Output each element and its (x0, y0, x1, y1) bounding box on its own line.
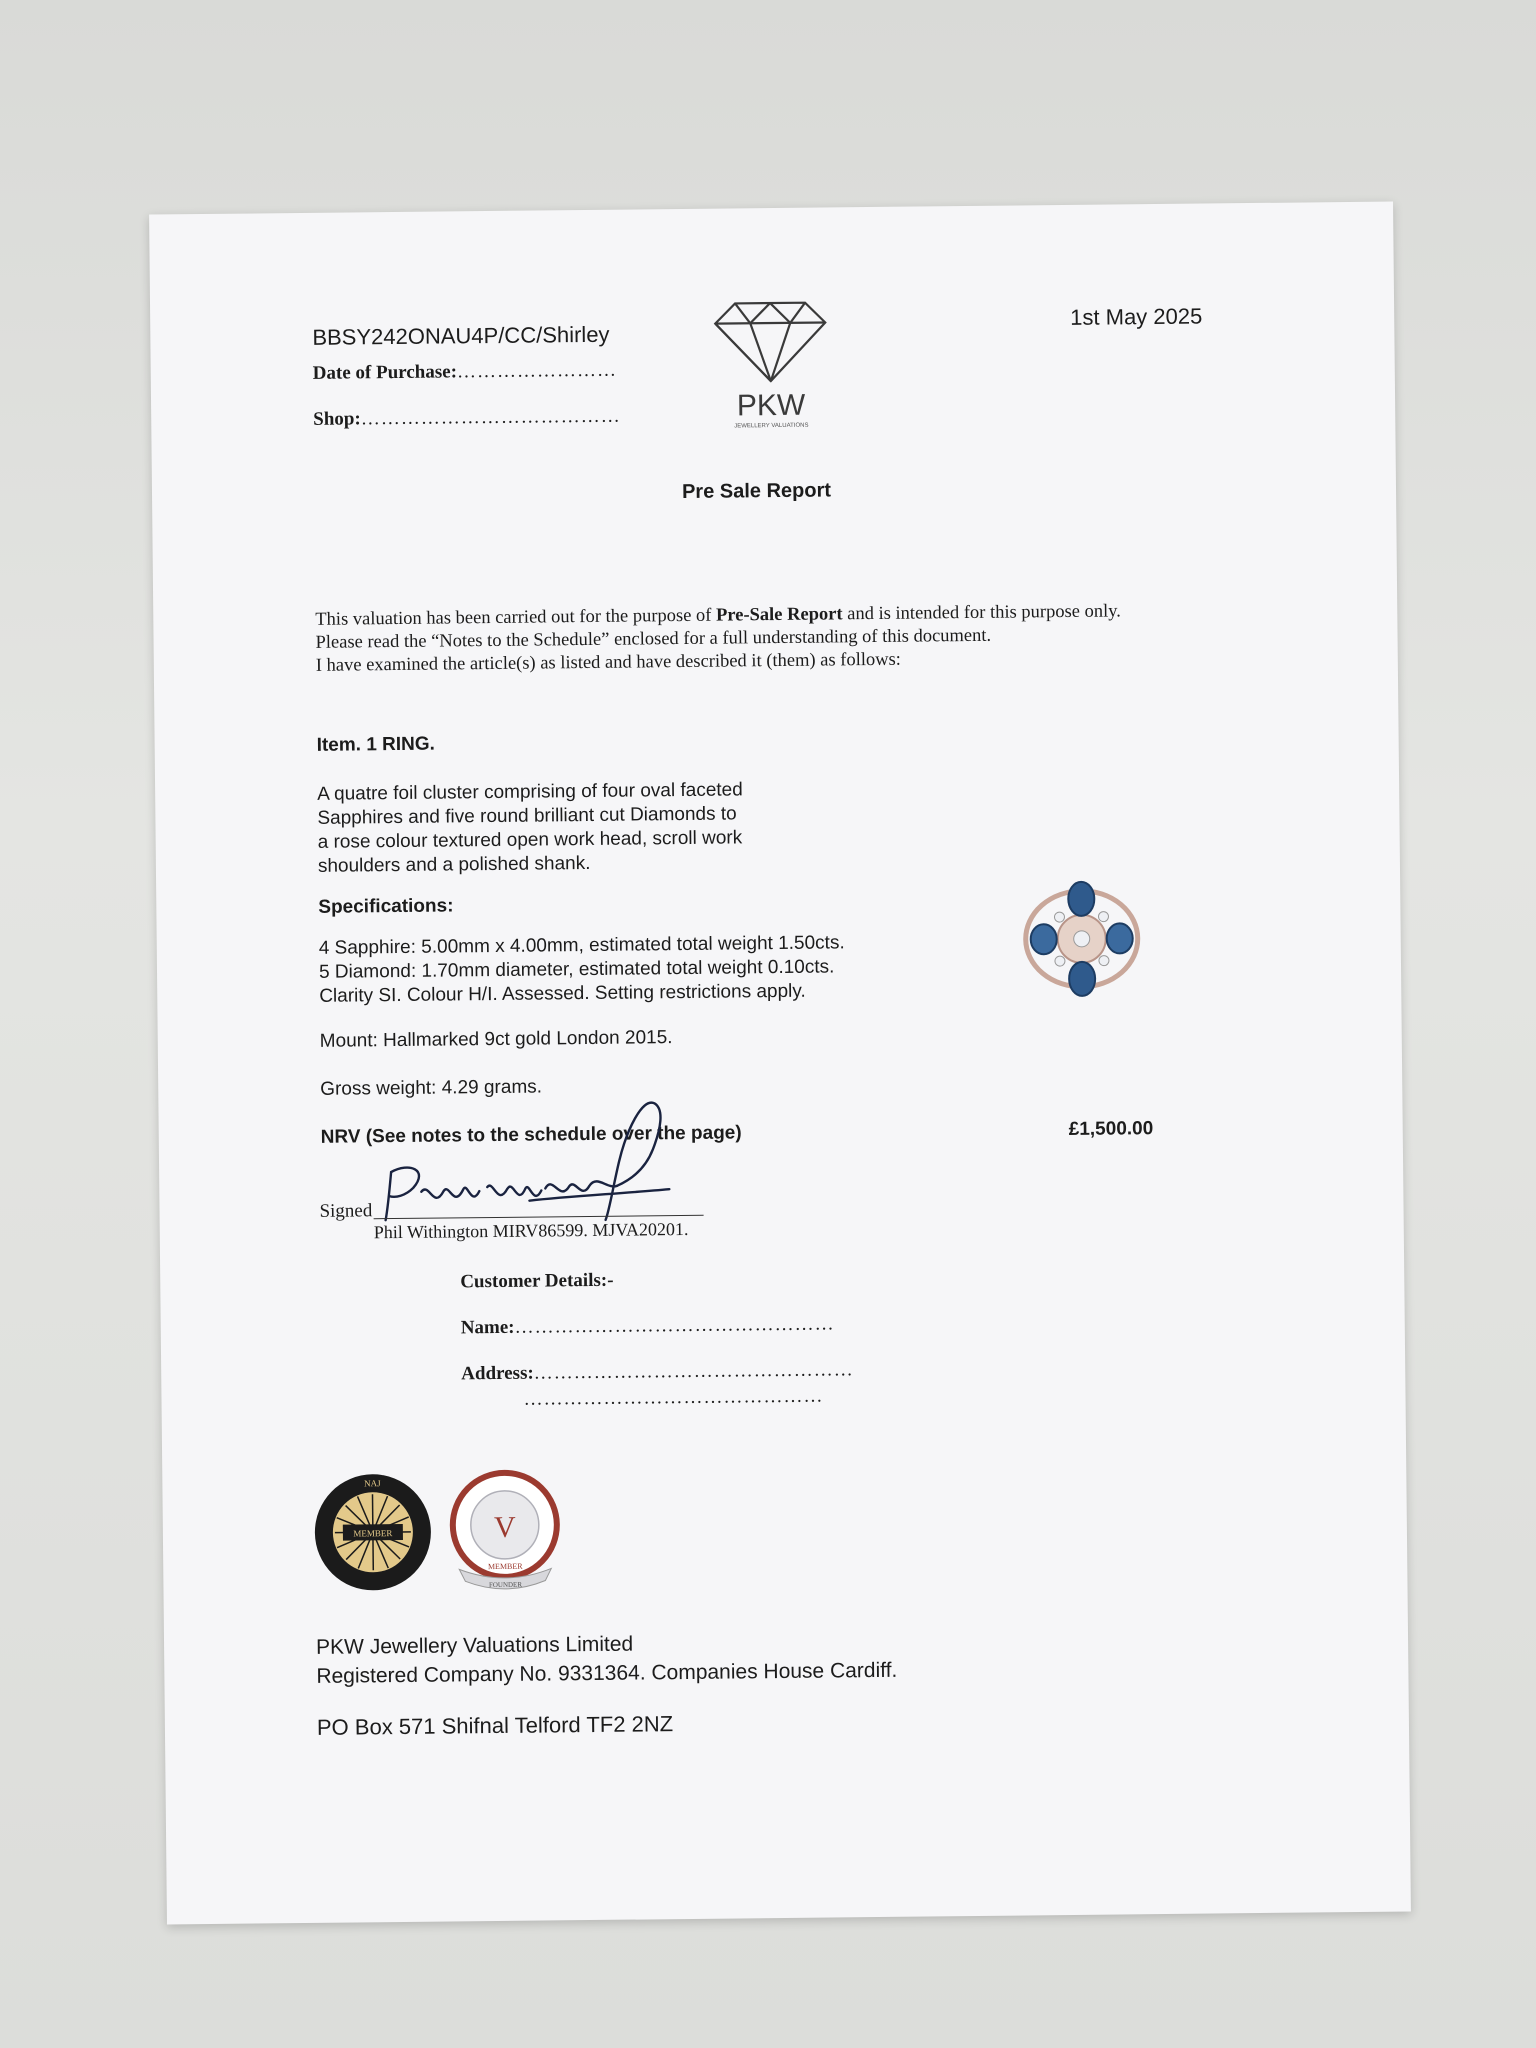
jva-seal-icon (444, 1468, 565, 1599)
description-line: shoulders and a polished shank. (317, 852, 591, 877)
naj-center-text: MEMBER (353, 1528, 393, 1539)
description-line: Sapphires and five round brilliant cut Diamonds to (317, 803, 737, 829)
description-line: A quatre foil cluster comprising of four oval faceted (317, 779, 743, 805)
description-line: a rose colour textured open work head, scroll work (317, 827, 743, 853)
shop-field (313, 406, 621, 431)
intro-paragraph (315, 599, 1276, 678)
ring-image (1001, 864, 1162, 1006)
intro-line2: Please read the “Notes to the Schedule” enclosed for a full understanding of this document. (315, 625, 992, 653)
ring-photo (1001, 864, 1162, 1006)
address-dots-line2: ……………………………………… (523, 1385, 824, 1410)
date-of-purchase-dots: …………………… (456, 359, 618, 383)
name-dots: ………………………………………… (514, 1313, 835, 1338)
logo-text: PKW (736, 388, 806, 423)
date-of-purchase (313, 360, 617, 385)
customer-name-field (461, 1313, 835, 1339)
intro-line1-bold: Pre-Sale Report (715, 604, 843, 626)
nrv-value: £1,500.00 (1068, 1118, 1154, 1140)
naj-top-text: NAJ (364, 1478, 381, 1489)
report-date: 1st May 2025 (1070, 303, 1203, 330)
logo-subtext: JEWELLERY VALUATIONS (734, 422, 809, 430)
address-dots: ………………………………………… (533, 1359, 854, 1384)
specification-line: Clarity SI. Colour H/I. Assessed. Setting restrictions apply. (319, 980, 806, 1007)
jva-founder-text: FOUNDER (488, 1580, 523, 1590)
report-title: Pre Sale Report (681, 479, 832, 503)
signed-label: Signed (319, 1200, 373, 1222)
company-registration: Registered Company No. 9331364. Companies House Cardiff. (316, 1658, 898, 1688)
signer-name: Phil Withington MIRV86599. MJVA20201. (373, 1218, 689, 1243)
shop-label: Shop: (313, 408, 361, 430)
specifications-title: Specifications: (318, 895, 454, 918)
gross-weight: Gross weight: 4.29 grams. (320, 1076, 543, 1100)
company-name: PKW Jewellery Valuations Limited (315, 1632, 634, 1659)
shop-dots: ………………………………… (360, 405, 621, 430)
mount-details: Mount: Hallmarked 9ct gold London 2015. (319, 1027, 673, 1052)
specification-line: 5 Diamond: 1.70mm diameter, estimated total weight 0.10cts. (318, 956, 835, 983)
name-label: Name: (460, 1316, 515, 1339)
customer-details-title: Customer Details:- (460, 1269, 614, 1293)
customer-address-field (461, 1359, 854, 1385)
naj-seal-icon (312, 1472, 433, 1593)
jva-member-text: MEMBER (487, 1561, 523, 1572)
item-description (317, 778, 798, 879)
reference-number: BBSY242ONAU4P/CC/Shirley (312, 321, 610, 350)
address-label: Address: (461, 1362, 534, 1385)
date-of-purchase-label: Date of Purchase: (312, 361, 458, 384)
company-address: PO Box 571 Shifnal Telford TF2 2NZ (316, 1711, 674, 1740)
item-title: Item. 1 RING. (316, 733, 436, 756)
intro-line1-post: and is intended for this purpose only. (842, 601, 1121, 625)
intro-line3: I have examined the article(s) as listed and have described it (them) as follows: (315, 649, 901, 676)
pkw-logo (705, 292, 836, 433)
specification-line: 4 Sapphire: 5.00mm x 4.00mm, estimated total weight 1.50cts. (318, 932, 845, 959)
diamond-icon (705, 292, 836, 433)
jva-center-text: V (493, 1510, 516, 1545)
company-details (316, 1627, 898, 1691)
intro-line1-pre: This valuation has been carried out for the purpose of (315, 605, 717, 630)
naj-member-badge (312, 1472, 433, 1593)
document-page (149, 202, 1411, 1925)
jva-member-badge (444, 1468, 565, 1599)
show-through-text (209, 243, 1249, 276)
specifications-list (319, 930, 940, 1008)
nrv-label: NRV (See notes to the schedule over the page) (320, 1122, 742, 1148)
